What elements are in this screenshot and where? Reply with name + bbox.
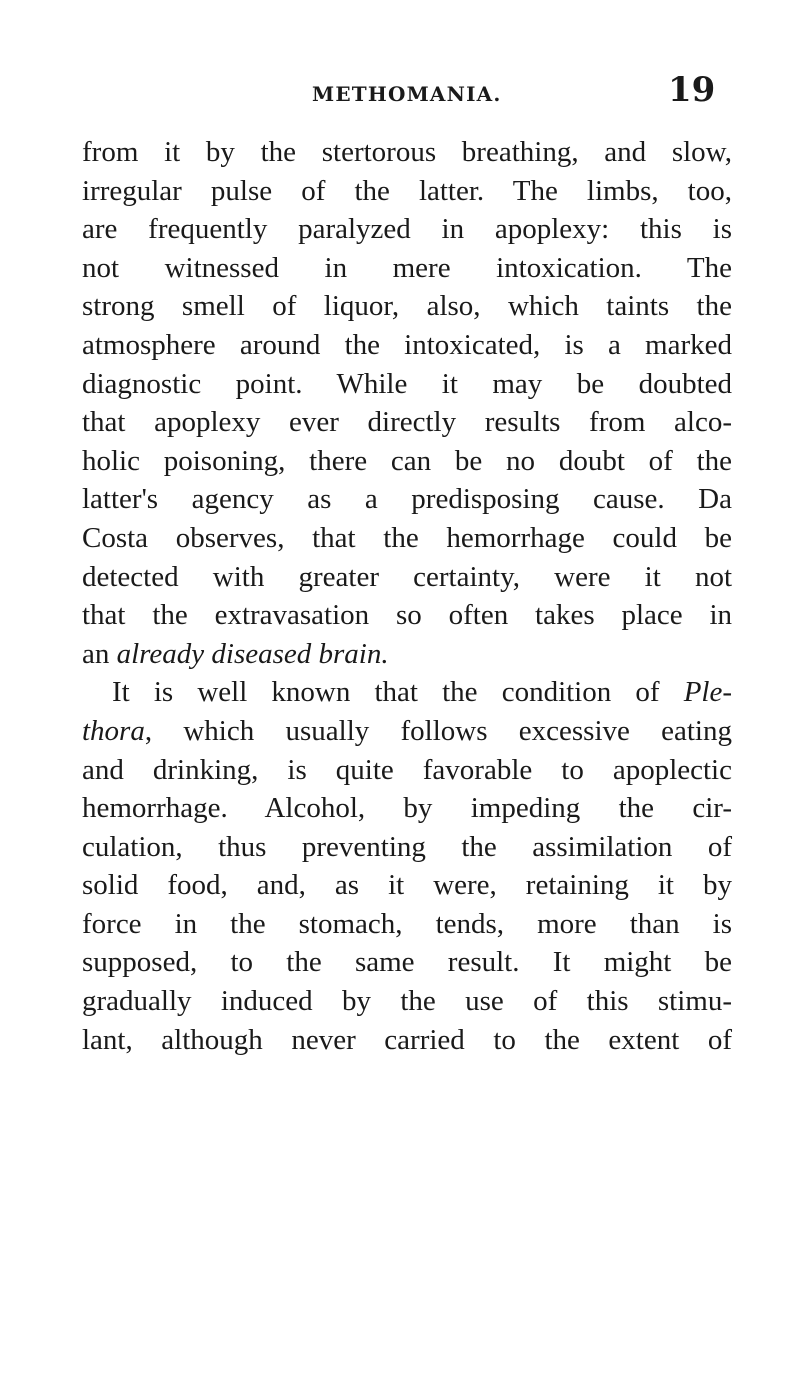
text-line: atmosphere around the intoxicated, is a marked (82, 328, 732, 361)
paragraph-start-line (82, 673, 732, 712)
text-line: culation, thus preventing the assimilation of (82, 830, 732, 863)
text-line: hemorrhage. Alcohol, by impeding the cir- (82, 792, 732, 825)
text-line: gradually induced by the use of this stimu- (82, 985, 732, 1018)
text-line: and drinking, is quite favorable to apoplectic (82, 753, 732, 786)
text-line: that the extravasation so often takes place in (82, 599, 732, 632)
text-run: , which usually follows excessive eating (144, 714, 732, 747)
text-line: force in the stomach, tends, more than is (82, 907, 732, 940)
text-line (82, 712, 732, 751)
text-line: from it by the stertorous breathing, and slow, (82, 136, 732, 168)
text-line: lant, although never carried to the extent of (82, 1023, 732, 1056)
text-line: that apoplexy ever directly results from alco- (82, 406, 732, 439)
text-line: diagnostic point. While it may be doubted (82, 367, 732, 400)
page-number: 19 (668, 70, 716, 110)
text-run: It is well known that the condition of (112, 676, 684, 709)
body-text (82, 133, 732, 1059)
text-line: detected with greater certainty, were it not (82, 560, 732, 593)
text-line: are frequently paralyzed in apoplexy: this is (82, 213, 732, 246)
text-line: strong smell of liquor, also, which taints the (82, 290, 732, 323)
italic-phrase: already diseased brain. (116, 637, 389, 670)
text-line: not witnessed in mere intoxication. The (82, 251, 732, 284)
text-run: an (82, 637, 117, 670)
text-line: irregular pulse of the latter. The limbs, too, (82, 174, 732, 207)
italic-term: thora (82, 714, 145, 747)
running-header (0, 70, 800, 120)
italic-term: Ple- (683, 676, 732, 709)
text-line: supposed, to the same result. It might be (82, 946, 732, 979)
text-line: latter's agency as a predisposing cause. Da (82, 483, 732, 516)
text-line: solid food, and, as it were, retaining it by (82, 869, 732, 902)
running-title: METHOMANIA. (312, 82, 502, 106)
paragraph-end-line (82, 635, 732, 674)
text-line: holic poisoning, there can be no doubt of the (82, 444, 732, 477)
text-line: Costa observes, that the hemorrhage could be (82, 521, 732, 554)
